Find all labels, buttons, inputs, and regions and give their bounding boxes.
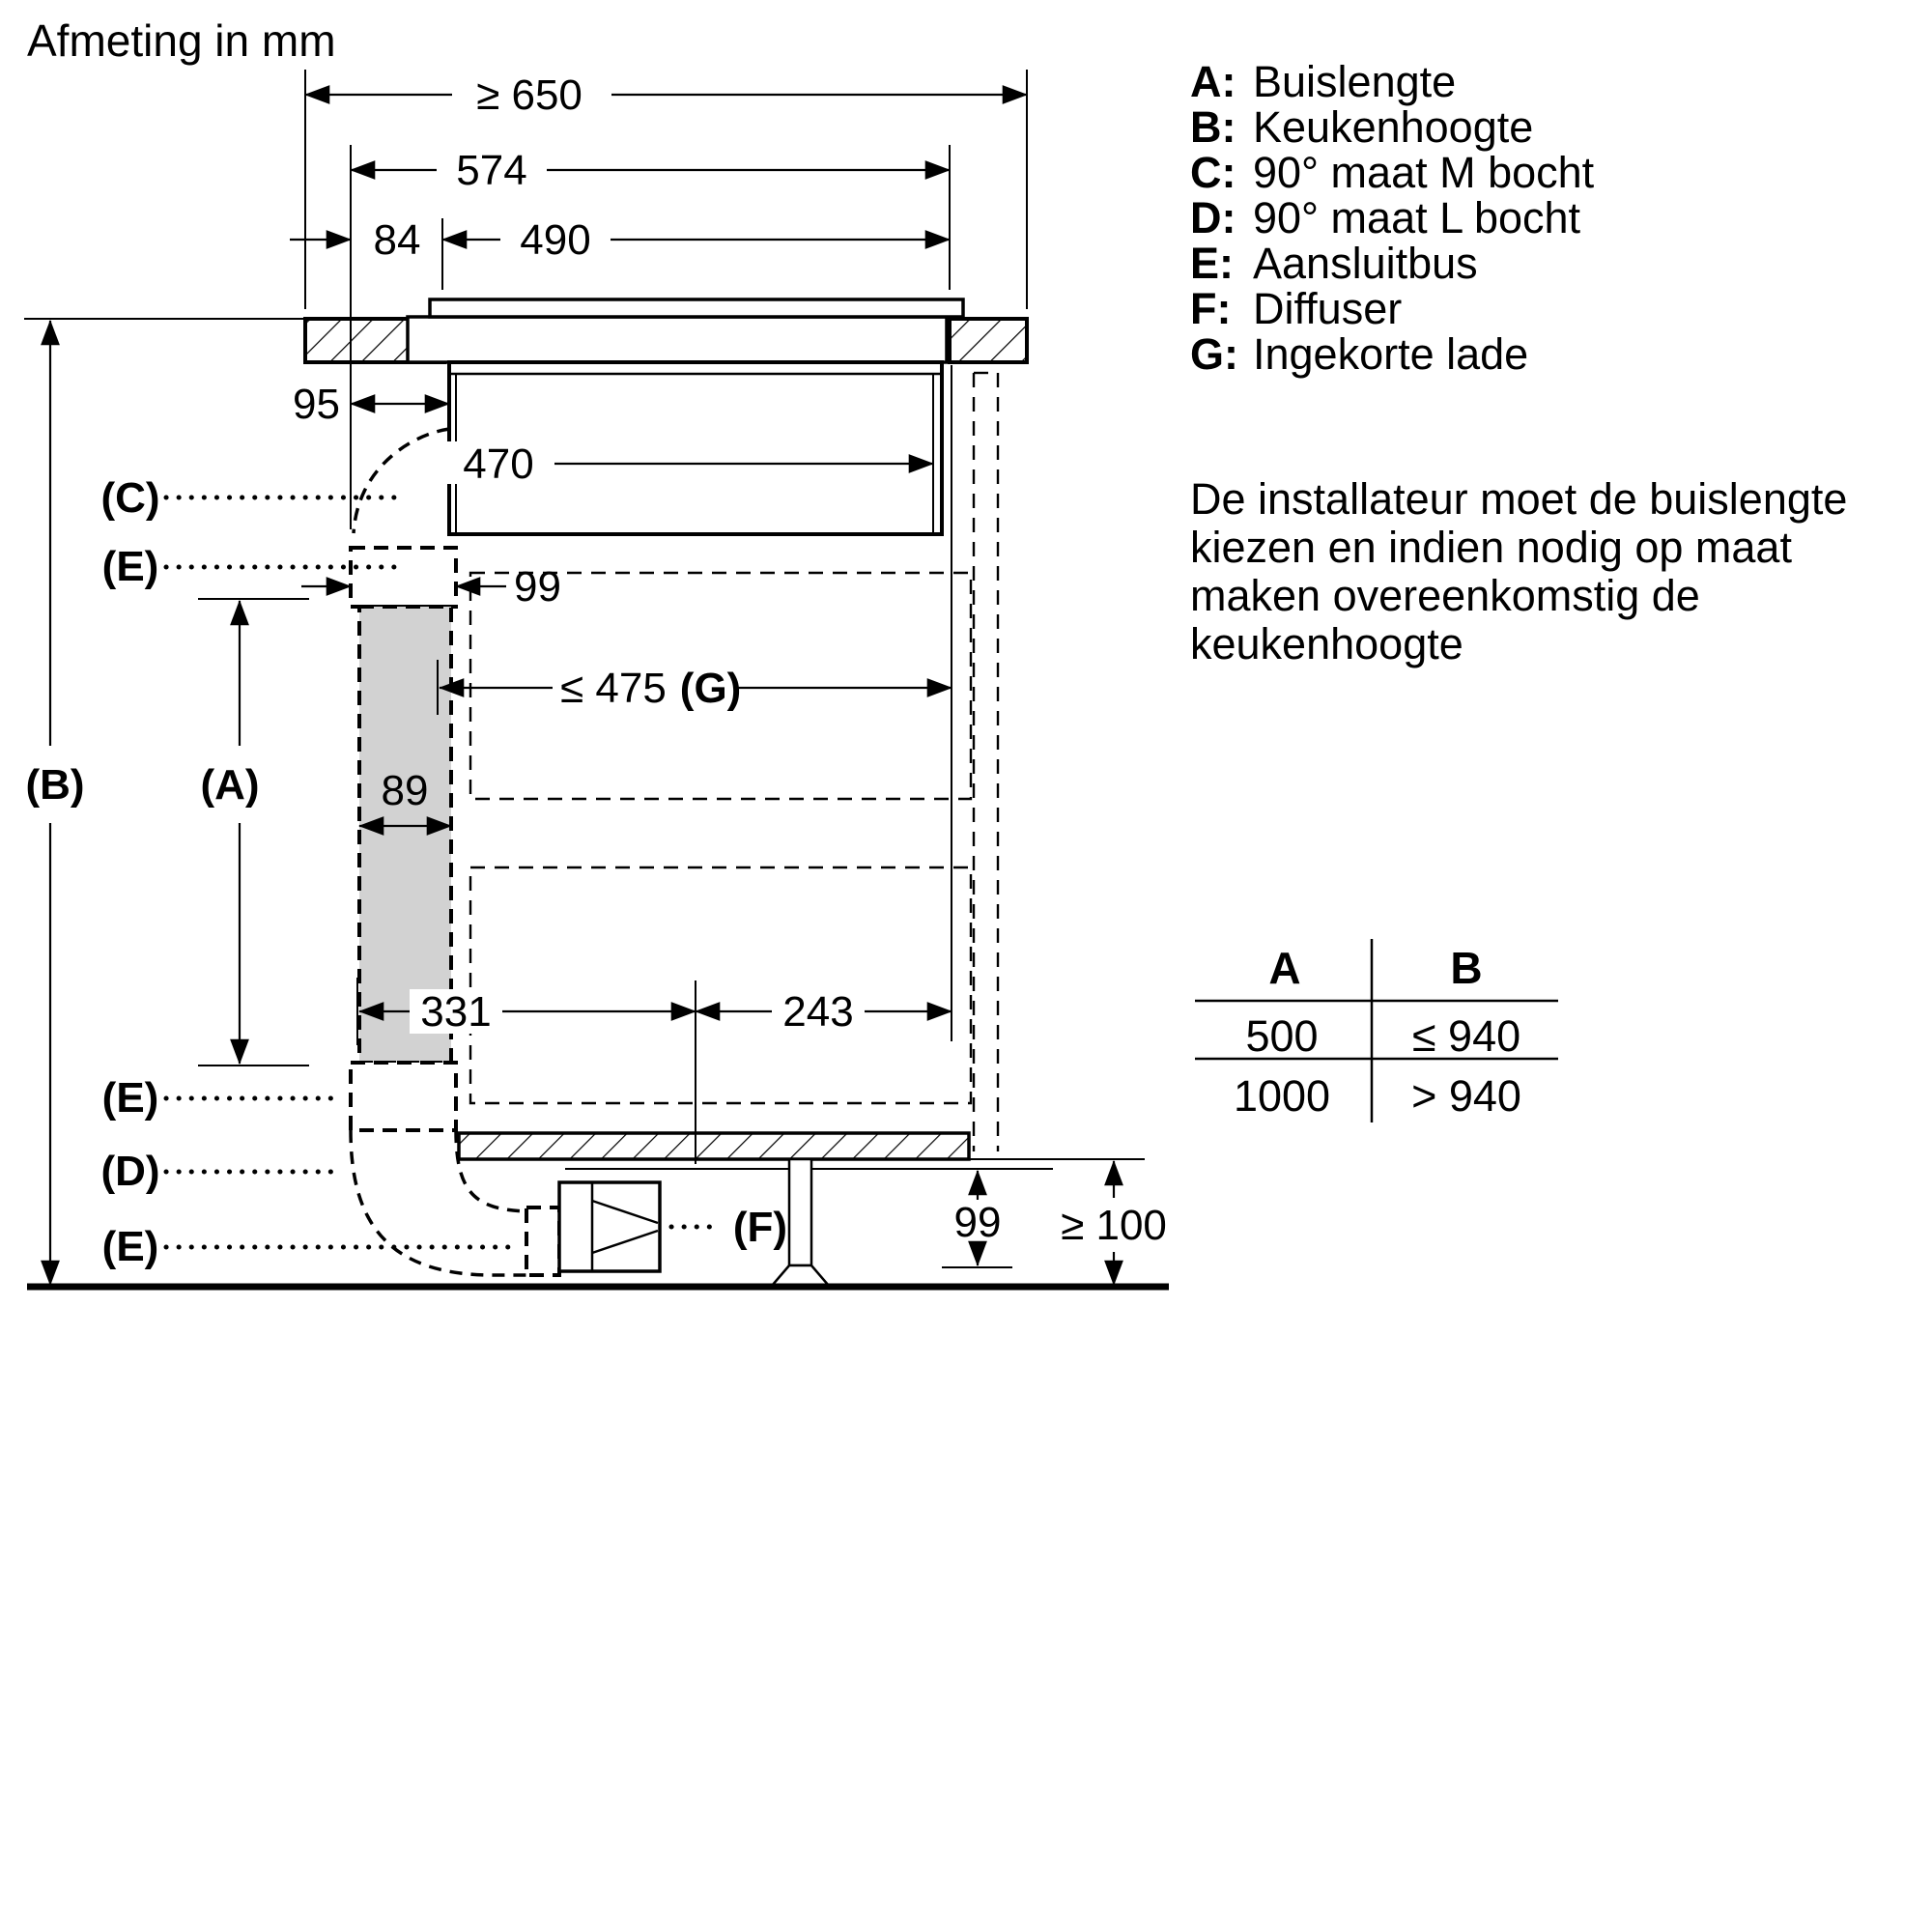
- label-e-top: (E): [101, 543, 159, 590]
- dim-475-label: ≤ 475 (G): [560, 665, 742, 712]
- drawing-title: Afmeting in mm: [27, 15, 336, 66]
- label-d: (D): [100, 1148, 160, 1195]
- cabinet-leg-foot: [772, 1265, 829, 1286]
- worktop-right: [950, 319, 1027, 362]
- drawer-lower: [470, 867, 971, 1103]
- dim-95-label: 95: [293, 381, 340, 428]
- dim-99-label: 99: [514, 563, 561, 611]
- dim-574-label: 574: [456, 147, 527, 194]
- legend-row-g: G: Ingekorte lade: [1190, 329, 1529, 379]
- label-c: (C): [100, 474, 160, 522]
- note-line-4: keukenhoogte: [1190, 619, 1463, 668]
- cabinet-base-panel: [459, 1133, 969, 1159]
- installer-note: [1190, 474, 1847, 668]
- dim-b-kitchen-height: [25, 321, 84, 1285]
- legend-row-f: F: Diffuser: [1190, 284, 1403, 333]
- diffuser-f: [559, 1182, 787, 1271]
- label-f: (F): [732, 1204, 788, 1251]
- dim-89-label: 89: [381, 767, 429, 814]
- connector-e-middle: [351, 1063, 456, 1130]
- note-line-3: maken overeenkomstig de: [1190, 571, 1700, 620]
- note-line-1: De installateur moet de buislengte: [1190, 474, 1848, 524]
- dim-drawer-475: [438, 660, 952, 715]
- table-header-a: A: [1268, 943, 1301, 993]
- dim-650-label: ≥ 650: [476, 71, 582, 119]
- dim-100-label: ≥ 100: [1061, 1202, 1167, 1249]
- label-a: (A): [200, 761, 260, 809]
- table-cell-b2: > 940: [1411, 1071, 1521, 1121]
- label-b: (B): [25, 761, 85, 809]
- legend: [1190, 57, 1595, 379]
- hob-glass-plate: [430, 299, 963, 317]
- connector-e-bottom: [526, 1208, 559, 1275]
- legend-row-e: E: Aansluitbus: [1190, 239, 1478, 288]
- note-line-2: kiezen en indien nodig op maat: [1190, 523, 1792, 572]
- label-e-bottom: (E): [101, 1223, 159, 1270]
- legend-row-d: D: 90° maat L bocht: [1190, 193, 1581, 242]
- bend-c-arc: [354, 429, 449, 533]
- table-cell-a2: 1000: [1233, 1071, 1331, 1121]
- dim-wall-offset-95: [293, 381, 449, 428]
- legend-row-c: C: 90° maat M bocht: [1190, 148, 1595, 197]
- diffuser-body: [559, 1182, 660, 1271]
- dim-243-label: 243: [782, 988, 854, 1036]
- connector-e-top: [351, 548, 456, 607]
- dim-331-label: 331: [420, 988, 492, 1036]
- table-cell-a1: 500: [1245, 1011, 1319, 1061]
- pipe-length-table: [1195, 939, 1558, 1122]
- table-header-b: B: [1450, 943, 1483, 993]
- dim-490-label: 490: [520, 216, 591, 264]
- label-e-middle: (E): [101, 1074, 159, 1122]
- dim-min-distance-650: [305, 70, 1027, 309]
- dim-offset-84-and-490: [290, 216, 950, 290]
- dim-84-label: 84: [373, 216, 421, 264]
- dim-99b-label: 99: [953, 1199, 1002, 1246]
- dim-470-label: 470: [463, 440, 534, 488]
- dim-plinth-100: [1061, 1161, 1167, 1285]
- legend-row-b: B: Keukenhoogte: [1190, 102, 1534, 152]
- hob-upper-frame: [408, 317, 947, 362]
- legend-row-a: A: Buislengte: [1190, 57, 1457, 106]
- cabinet-leg: [789, 1159, 811, 1265]
- dim-outlet-99: [942, 1171, 1012, 1267]
- table-cell-b1: ≤ 940: [1411, 1011, 1521, 1061]
- dim-a-pipe-length: [198, 599, 309, 1065]
